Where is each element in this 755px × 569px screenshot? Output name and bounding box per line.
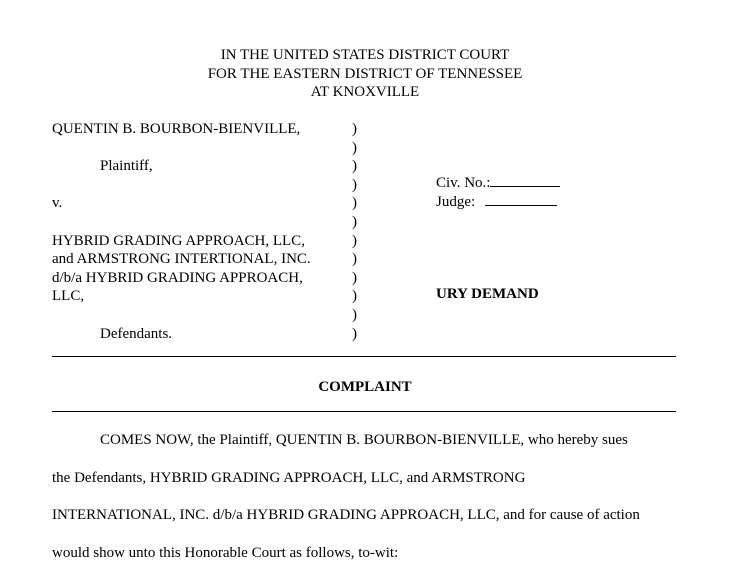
body-word: LLC, (370, 469, 403, 486)
plaintiff-role: Plaintiff, (100, 158, 153, 175)
body-word: ARMSTRONG (431, 469, 526, 486)
caption-parenthesis: ) (352, 213, 357, 230)
versus-label: v. (52, 195, 63, 212)
civ-no-blank (490, 174, 560, 187)
body-word: Defendants, (74, 469, 147, 486)
document-title: COMPLAINT (318, 379, 412, 395)
judge-blank (485, 193, 557, 206)
caption-spacer (52, 176, 342, 195)
court-location-line: AT KNOXVILLE (310, 84, 420, 100)
caption-parenthesis: ) (352, 251, 357, 268)
civ-no-label: Civ. No.: (436, 175, 491, 191)
caption-parenthesis: ) (352, 325, 357, 342)
caption-parenthesis: ) (352, 139, 357, 156)
caption-parenthesis: ) (352, 232, 357, 249)
plaintiff-name: QUENTIN B. BOURBON-BIENVILLE, (52, 121, 301, 137)
caption-parenthesis: ) (352, 158, 357, 175)
court-header (0, 46, 730, 102)
caption-spacer (52, 306, 342, 325)
caption-parenthesis-column (352, 120, 364, 343)
body-word: the (52, 469, 71, 486)
caption-parenthesis: ) (352, 121, 357, 137)
body-word: GRADING (211, 469, 281, 486)
caption-parenthesis: ) (352, 269, 357, 286)
body-line: COMES NOW, the Plaintiff, QUENTIN B. BOURBON-BIENVILLE, who hereby sues (100, 432, 628, 448)
court-district-line: FOR THE EASTERN DISTRICT OF TENNESSEE (207, 65, 523, 82)
judge-field (436, 193, 696, 212)
caption-spacer (52, 139, 342, 158)
jury-demand-label: URY DEMAND (436, 286, 539, 302)
caption-parenthesis: ) (352, 306, 357, 323)
civ-no-field (436, 174, 696, 193)
caption-parenthesis: ) (352, 195, 357, 212)
body-word: and (406, 469, 429, 486)
horizontal-rule (52, 356, 676, 357)
body-line: INTERNATIONAL, INC. d/b/a HYBRID GRADING APPROACH, LLC, and for cause of action (52, 507, 640, 523)
defendant-role: Defendants. (100, 325, 173, 342)
judge-label: Judge: (436, 194, 476, 210)
complaint-body (52, 431, 676, 569)
caption-spacer (52, 213, 342, 232)
defendant-name-line: LLC, (52, 288, 85, 305)
defendant-name-line: and ARMSTRONG INTERTIONAL, INC. (52, 251, 311, 268)
case-number-block (436, 174, 696, 212)
court-name-line: IN THE UNITED STATES DISTRICT COURT (220, 47, 510, 63)
horizontal-rule (52, 411, 676, 412)
body-line-justified (52, 469, 676, 507)
caption-parenthesis: ) (352, 288, 357, 305)
body-word: APPROACH, (283, 469, 368, 486)
body-word: HYBRID (149, 469, 208, 486)
caption-parenthesis: ) (352, 176, 357, 193)
defendant-name-line: HYBRID GRADING APPROACH, LLC, (52, 232, 305, 249)
defendant-name-line: d/b/a HYBRID GRADING APPROACH, (52, 269, 303, 286)
body-line: would show unto this Honorable Court as follows, to-wit: (52, 544, 399, 561)
case-caption-parties (52, 120, 342, 343)
